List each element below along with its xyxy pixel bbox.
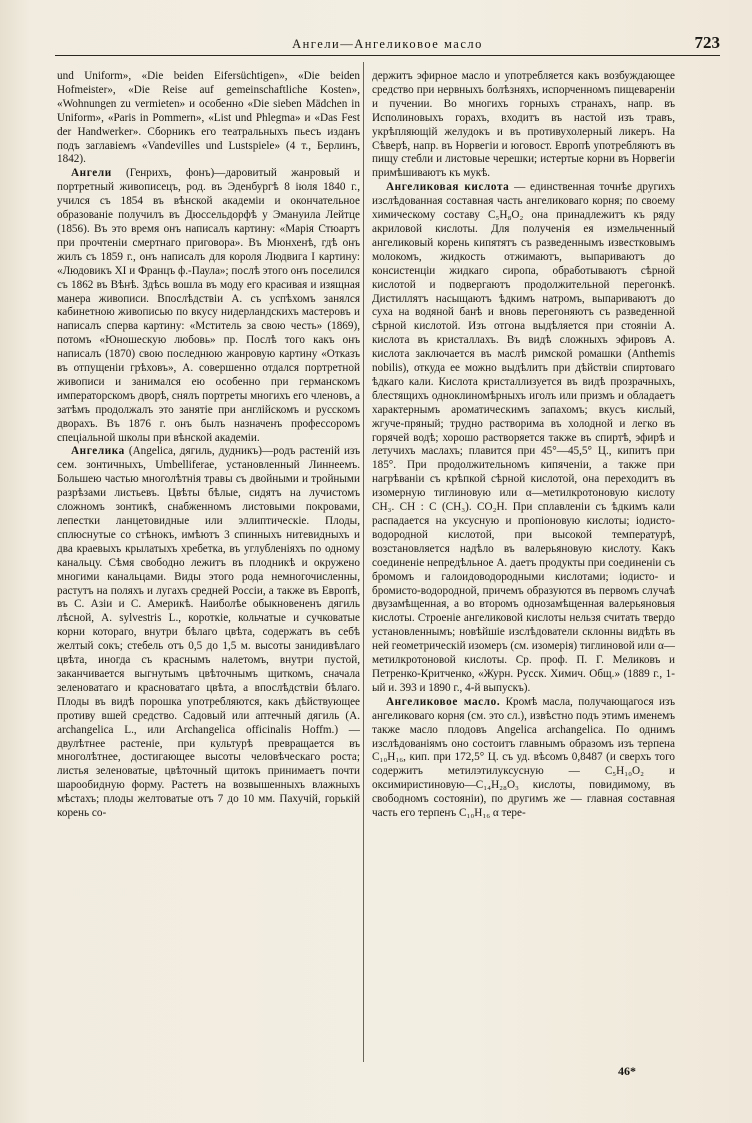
printer-signature: 46* bbox=[618, 1064, 636, 1078]
entry-angelic-acid bbox=[372, 181, 675, 696]
left-column bbox=[57, 70, 360, 821]
paragraph-continuation bbox=[57, 70, 360, 167]
entry-headword: Ангеликовая кислота bbox=[386, 181, 510, 194]
entry-headword: Ангелика bbox=[71, 445, 125, 458]
entry-text: (Angelica, дягиль, дудникъ)—родъ растеній изъ сем. зонтичныхъ, Umbelliferae, установленный Линнеемъ. Большею частью многолѣтнія травы съ двойными и тройными разрѣзами листьевъ. Цвѣты бѣлые, сидятъ на лучистомъ сложномъ зонтикѣ, снабженномъ листовыми покровами, лепестки ланцетовидные или эллиптическіе. Плоды, сплюснутые со стѣнокъ, имѣютъ 3 спинныхъ нитевидныхъ и два краевыхъ крылатыхъ хребетка, въ углубленіяхъ по одному канальцу. Сѣмя свободно лежитъ въ плодникѣ и окружено многими канальцами. Виды этого рода немногочисленны, растутъ на поляхъ и лугахъ средней Россіи, а также въ Европѣ, въ С. Азіи и С. Америкѣ. Наиболѣе обыкновененъ дягиль лѣсной, A. sylvestris L., короткіе, кольчатые и сучковатые корни котораго, внутри бѣлаго цвѣта, содержатъ въ себѣ желтый сокъ; стебель отъ 0,5 до 1,5 м. высоты занидивѣлаго цвѣта, иногда съ краснымъ налетомъ, внутри пустой, заканчивается выгнутымъ цвѣточнымъ щиткомъ, сначала зеленоватаго и красноватаго цвѣта, а впослѣдствіи бѣлаго. Плоды въ видѣ порошка употребляются, какъ дѣйствующее противу вшей средство. Садовый или аптечный дягиль (A. archangelica L., или Archangelica officinalis Hoffm.) —двулѣтнее растеніе, при культурѣ превращается въ многолѣтнее, достигающее высоты человѣческаго роста; листья зеленоватые, цвѣточный щитокъ принимаетъ почти шарообидную форму. Растетъ на возвышенныхъ влажныхъ мѣстахъ; плоды желтоватые отъ 7 до 10 мм. Пахучій, горькій корень со- bbox=[57, 445, 360, 820]
running-header bbox=[55, 33, 720, 56]
entry-headword: Ангеликовое масло. bbox=[386, 695, 501, 708]
entry-text: Кромѣ масла, получающагося изъ ангеликоваго корня (см. это сл.), извѣстно подъ этимъ именемъ также масло плодовъ Angelica archangelica. По однимъ изслѣдованіямъ оно состоитъ главнымъ образомъ изъ терпена C₁₀H₁₆, кип. при 172,5° Ц. съ уд. вѣсомъ 0,8487 (и сверхъ того содержитъ метилэтилуксусную — C₅H₁₀O₂ и оксимиристиновую—C₁₄H₂₈O₃ кислоты, повидимому, въ свободномъ состояніи), по другимъ же — главная составная часть его терпенъ C₁₀H₁₆ α тере- bbox=[372, 695, 675, 820]
paragraph-text: und Uniform», «Die beiden Eifersüchtigen», «Die beiden Hofmeister», «Die Reise auf gemeinschaftliche Kosten», «Wohnungen zu vermieten» и особенно «Die sieben Mädchen in Uniform», «Paris in Pommern», «List und Phlegma» и «Das Fest der Handwerker». Сборникъ его театральныхъ пьесъ изданъ подъ заглавіемъ «Vandevilles und Lustspiele» (4 т., Берлинъ, 1842). bbox=[57, 70, 360, 166]
column-divider bbox=[363, 62, 364, 1062]
page-number: 723 bbox=[694, 33, 720, 52]
paragraph-text: держитъ эфирное масло и употребляется какъ возбуждающее средство при нервныхъ болѣзняхъ, испорченномъ пищевареніи и пучении. Во многихъ горныхъ странахъ, напр. въ Исполиновыхъ горахъ, входитъ въ настой изъ травъ, укрѣпляющій желудокъ и въ противухолерный ликеръ. На Сѣверѣ, напр. въ Норвегіи и юговост. Европѣ употребляютъ въ пищу стебли и листовые черешки; истертые корни въ Норвегіи примѣшиваютъ къ мукѣ. bbox=[372, 70, 675, 180]
paragraph-continuation bbox=[372, 70, 675, 181]
entry-angelica-oil bbox=[372, 696, 675, 821]
entry-angelika bbox=[57, 445, 360, 820]
entry-text: — единственная точнѣе другихъ изслѣдованная составная часть ангеликоваго корня; по своему химическому составу C₅H₈O₂ она принадлежитъ къ ряду акриловой кислоты. Для полученія ея измельченный ангеликовый корень кипятятъ съ разведеннымъ известковымъ молокомъ, жидкость отжимаютъ, выпариваютъ до консистенціи жидкаго сиропа, обработываютъ сѣрной кислотой и подвергаютъ продолжительной перегонкѣ. Дистиллятъ насыщаютъ ѣдкимъ натромъ, выпариваютъ до суха на водяной банѣ и вновь перегоняютъ съ разведенной сѣрной кислотой. Изъ отгона выдѣляется при стояніи А. кислота въ кристаллахъ. Въ видѣ сложныхъ эфировъ А. кислота заключается въ маслѣ римской ромашки (Anthemis nobilis), откуда ее можно выдѣлить при дѣйствіи спиртоваго ѣдкаго кали. Кислота кристаллизуется въ видѣ прозрачныхъ, блестящихъ одноклиномѣрныхъ иголъ или призмъ и обладаетъ характернымъ ароматическимъ запахомъ; вкусъ кислый, жгуче-пряный; трудно растворима въ холодной и легко въ горячей водѣ; хорошо растворяется также въ спиртѣ, эфирѣ и летучихъ маслахъ; плавится при 45°—45,5° Ц., кипитъ при 185°. При продолжительномъ кипяченіи, а также при нагрѣваніи съ крѣпкой сѣрной кислотой, она переходитъ въ изомерную тиглиновую или α—метилкротоновую кислоту CH₃. CH : C (CH₃). CO₂H. При сплавленіи съ ѣдкимъ кали распадается на уксусную и пропіоновую кислоты; іодисто-водородной кислотой, при высокой температурѣ, возстановляется надѣло въ валерьяновую кислоту. Какъ соединеніе непредѣльное А. даетъ продукты при соединеніи съ бромомъ и галоидоводородными кислотами; іодисто- и бромисто-водородной, причемъ образуются въ первомъ случаѣ двузамѣщенная, а во второмъ однозамѣщенная валерьяновыя кислоты. Строеніе ангеликовой кислоты нельзя считать твердо установленнымъ; новѣйшіе изслѣдователи склонны видѣть въ ней геометрическій изомеръ (см. изомерія) тиглиновой или α—метилкротоновой кислоты. Ср. проф. П. Г. Меликовъ и Петренко-Критченко, «Журн. Русск. Химич. Общ.» (1889 г., 1-ый и. 393 и 1890 г., 4-й выпускъ). bbox=[372, 181, 675, 694]
entry-headword: Ангели bbox=[71, 167, 112, 180]
right-column bbox=[372, 70, 675, 821]
entry-angeli bbox=[57, 167, 360, 445]
entry-text: (Генрихъ, фонъ)—даровитый жанровый и портретный живописецъ, род. въ Эденбургѣ 8 іюля 1840 г., учился съ 1854 въ вѣнской академіи и окончательное образованіе получилъ въ Дюссельдорфѣ у Эмануила Лейтце (1856). Въ это время онъ написалъ картину: «Марія Стюартъ при прочтеніи смертнаго приговора». Въ Мюнхенѣ, гдѣ онъ жилъ съ 1859 г., онъ написалъ для короля Людвига I картину: «Людовикъ XI и Францъ ф.-Паула»; послѣ этого онъ поселился съ 1862 въ Вѣнѣ. Здѣсь вошла въ моду его красивая и изящная манера живописи. Впослѣдствіи А. съ успѣхомъ занялся кабинетною живописью по вкусу нидерландскихъ мастеровъ и написалъ сперва картину: «Мститель за свою честь» (1869), потомъ «Юношескую любовь» пр. Послѣ того какъ онъ написалъ (1870) свою последнюю жанровую картину «Отказъ въ отпущеніи грѣховъ», А. совершенно отдался портретной живописи и занимался ею особенно при германскомъ императорскомъ дворѣ, снялъ портреты многихъ его членовъ, а затѣмъ продолжалъ это занятіе при англійскомъ и русскомъ дворахъ. Въ 1876 г. онъ былъ назначенъ профессоромъ спеціальной школы при вѣнской академіи. bbox=[57, 167, 360, 444]
running-title: Ангели—Ангеликовое масло bbox=[292, 37, 483, 51]
